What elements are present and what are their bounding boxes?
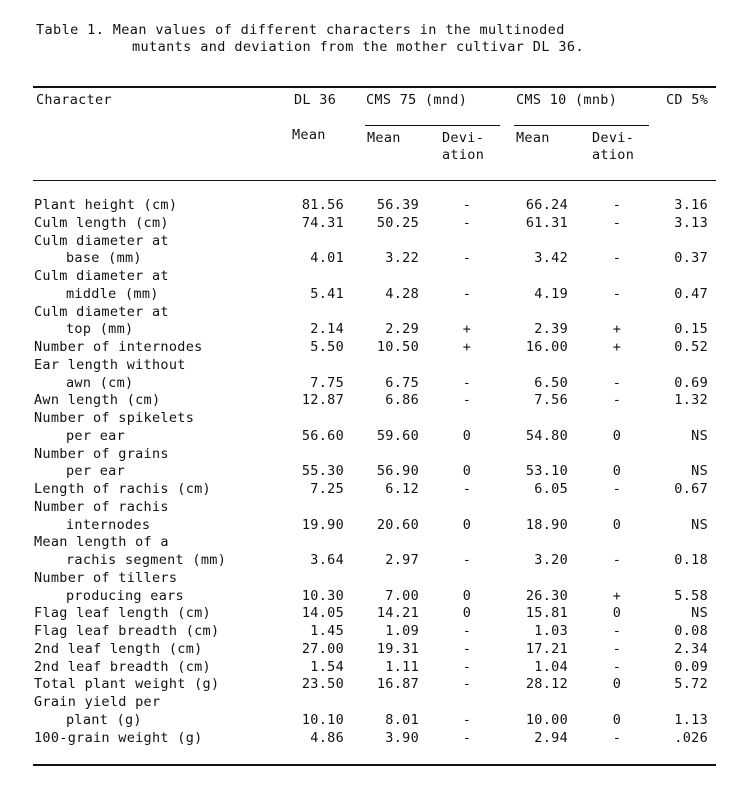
row-dl36-mean: 19.90 [301, 516, 344, 533]
row-dl36-mean: 55.30 [301, 463, 344, 480]
row-dl36-mean: 3.64 [310, 552, 344, 568]
row-cms75-deviation: + [462, 339, 472, 355]
row-cms10-mean: 1.04 [534, 658, 568, 675]
row-cms75-mean: 3.90 [385, 729, 419, 746]
row-cms10-mean: 10.00 [525, 711, 568, 728]
row-dl36-mean: 12.87 [301, 392, 344, 409]
row-cms75-mean: 2.29 [385, 321, 419, 338]
row-cms10-mean: 4.19 [534, 285, 568, 302]
header-dl36: DL 36 [294, 92, 337, 108]
row-character: producing ears [66, 587, 184, 604]
row-character: Plant height (cm) [34, 197, 178, 213]
row-character: Grain yield per [34, 694, 161, 710]
row-cms75-deviation: - [462, 729, 472, 746]
row-character: top (mm) [66, 321, 134, 338]
row-cms10-deviation: 0 [612, 676, 622, 693]
row-cms75-deviation: - [462, 658, 472, 675]
caption-line-1: Table 1. Mean values of different characters in the multinoded [36, 22, 565, 38]
table-row [0, 392, 750, 410]
table-row [0, 375, 750, 393]
row-cms75-mean: 1.09 [385, 623, 419, 639]
row-cms75-deviation: - [462, 214, 472, 231]
row-cms75-deviation: - [462, 623, 472, 639]
row-cms75-mean: 59.60 [376, 427, 419, 444]
row-cms75-mean: 8.01 [385, 711, 419, 728]
row-cms75-deviation: - [462, 552, 472, 568]
table-row [0, 499, 750, 517]
row-cms75-deviation: 0 [462, 427, 472, 444]
row-dl36-mean: 7.25 [310, 481, 344, 497]
row-cms10-mean: 2.94 [534, 729, 568, 746]
row-cms10-mean: 7.56 [534, 392, 568, 409]
row-cms10-mean: 18.90 [525, 516, 568, 533]
row-dl36-mean: 4.01 [310, 250, 344, 267]
table-row [0, 286, 750, 304]
row-dl36-mean: 81.56 [301, 197, 344, 213]
row-cms75-deviation: 0 [462, 605, 472, 622]
row-character: 2nd leaf breadth (cm) [34, 658, 211, 675]
row-cms75-mean: 50.25 [376, 214, 419, 231]
row-cms75-mean: 2.97 [385, 552, 419, 568]
row-cms10-mean: 28.12 [525, 676, 568, 693]
row-cms10-mean: 53.10 [525, 463, 568, 480]
header-cms10-mean: Mean [516, 130, 550, 146]
row-cms10-mean: 16.00 [525, 339, 568, 355]
row-cms10-deviation: - [612, 250, 622, 267]
row-cms10-deviation: - [612, 729, 622, 746]
row-cd5: 5.58 [674, 587, 708, 604]
row-cd5: 0.37 [674, 250, 708, 267]
table-row [0, 215, 750, 233]
row-character: Culm length (cm) [34, 214, 169, 231]
row-cms75-deviation: - [462, 197, 472, 213]
row-cms10-mean: 66.24 [525, 197, 568, 213]
row-cms10-deviation: - [612, 392, 622, 409]
header-cd5: CD 5% [666, 92, 709, 108]
row-cd5: 5.72 [674, 676, 708, 693]
row-cd5: 1.13 [674, 711, 708, 728]
table-row [0, 197, 750, 215]
row-cms10-mean: 6.50 [534, 374, 568, 391]
row-character: Number of tillers [34, 569, 178, 586]
row-character: per ear [66, 427, 125, 444]
row-dl36-mean: 1.54 [310, 658, 344, 675]
row-dl36-mean: 5.41 [310, 285, 344, 302]
row-dl36-mean: 74.31 [301, 214, 344, 231]
table-row [0, 552, 750, 570]
row-cd5: NS [691, 463, 708, 480]
row-cms10-deviation: + [612, 339, 622, 355]
row-cd5: 0.18 [674, 552, 708, 568]
row-character: Mean length of a [34, 534, 169, 551]
row-cms10-mean: 54.80 [525, 427, 568, 444]
row-cms75-deviation: - [462, 392, 472, 409]
row-character: Number of spikelets [34, 410, 195, 426]
table-row [0, 250, 750, 268]
row-cd5: 1.32 [674, 392, 708, 409]
row-cd5: 0.67 [674, 481, 708, 497]
row-cd5: 0.09 [674, 658, 708, 675]
row-dl36-mean: 27.00 [301, 640, 344, 657]
table-row [0, 570, 750, 588]
row-cd5: NS [691, 427, 708, 444]
row-cms10-deviation: - [612, 285, 622, 302]
row-character: Total plant weight (g) [34, 676, 220, 693]
row-cms10-deviation: - [612, 640, 622, 657]
row-cd5: 0.52 [674, 339, 708, 355]
row-character: Flag leaf breadth (cm) [34, 623, 220, 639]
table-row [0, 339, 750, 357]
table-row [0, 481, 750, 499]
row-character: plant (g) [66, 711, 142, 728]
row-cms75-deviation: 0 [462, 516, 472, 533]
cms75-subheader-rule [365, 125, 500, 126]
row-cms75-deviation: - [462, 250, 472, 267]
row-dl36-mean: 56.60 [301, 427, 344, 444]
row-cms10-mean: 61.31 [525, 214, 568, 231]
row-dl36-mean: 1.45 [310, 623, 344, 639]
row-cms10-deviation: - [612, 658, 622, 675]
row-cms75-deviation: - [462, 481, 472, 497]
row-cd5: 0.15 [674, 321, 708, 338]
row-character: Awn length (cm) [34, 392, 161, 409]
row-cms75-deviation: + [462, 321, 472, 338]
row-cms75-mean: 20.60 [376, 516, 419, 533]
header-cms75: CMS 75 (mnd) [366, 92, 468, 108]
header-cms10: CMS 10 (mnb) [516, 92, 618, 108]
row-cms10-deviation: 0 [612, 516, 622, 533]
row-cms10-deviation: 0 [612, 605, 622, 622]
table-row [0, 304, 750, 322]
cms10-subheader-rule [514, 125, 649, 126]
row-cms75-deviation: - [462, 640, 472, 657]
row-cms10-deviation: + [612, 321, 622, 338]
row-cms75-deviation: - [462, 676, 472, 693]
table-row [0, 730, 750, 748]
header-cms75-deviation-2: ation [442, 147, 485, 163]
row-character: 2nd leaf length (cm) [34, 640, 203, 657]
row-cms75-mean: 14.21 [376, 605, 419, 622]
header-cms75-deviation-1: Devi- [442, 130, 485, 146]
table-caption [36, 22, 584, 56]
row-cd5: NS [691, 516, 708, 533]
row-cms75-mean: 1.11 [385, 658, 419, 675]
table-row [0, 534, 750, 552]
row-cms10-deviation: - [612, 374, 622, 391]
row-dl36-mean: 2.14 [310, 321, 344, 338]
table-row [0, 712, 750, 730]
table-row [0, 605, 750, 623]
row-cms10-mean: 2.39 [534, 321, 568, 338]
row-cd5: NS [691, 605, 708, 622]
header-dl36-mean: Mean [292, 127, 326, 143]
row-character: middle (mm) [66, 285, 159, 302]
row-cms10-deviation: - [612, 214, 622, 231]
table-row [0, 410, 750, 428]
row-cms75-mean: 16.87 [376, 676, 419, 693]
row-character: base (mm) [66, 250, 142, 267]
table-row [0, 357, 750, 375]
row-cms75-mean: 56.39 [376, 197, 419, 213]
row-cms10-mean: 1.03 [534, 623, 568, 639]
row-character: 100-grain weight (g) [34, 729, 203, 746]
row-character: rachis segment (mm) [66, 552, 227, 568]
row-cms75-mean: 6.86 [385, 392, 419, 409]
row-cd5: 0.47 [674, 285, 708, 302]
row-cd5: 0.69 [674, 374, 708, 391]
table-row [0, 268, 750, 286]
row-character: Flag leaf length (cm) [34, 605, 211, 622]
row-character: Ear length without [34, 356, 186, 373]
table-row [0, 659, 750, 677]
table-row [0, 233, 750, 251]
row-cms75-mean: 4.28 [385, 285, 419, 302]
row-cms75-deviation: - [462, 374, 472, 391]
row-cms75-mean: 56.90 [376, 463, 419, 480]
row-cd5: 3.16 [674, 197, 708, 213]
header-cms10-deviation-1: Devi- [592, 130, 635, 146]
row-dl36-mean: 10.10 [301, 711, 344, 728]
row-character: Length of rachis (cm) [34, 481, 211, 497]
table-row [0, 428, 750, 446]
row-dl36-mean: 7.75 [310, 374, 344, 391]
row-cd5: 3.13 [674, 214, 708, 231]
row-cms75-mean: 6.12 [385, 481, 419, 497]
row-cms10-mean: 17.21 [525, 640, 568, 657]
row-cms75-mean: 10.50 [376, 339, 419, 355]
table-row [0, 623, 750, 641]
row-cms75-mean: 6.75 [385, 374, 419, 391]
row-character: per ear [66, 463, 125, 480]
row-cms75-deviation: - [462, 711, 472, 728]
row-character: internodes [66, 516, 151, 533]
row-dl36-mean: 10.30 [301, 587, 344, 604]
row-cms10-mean: 6.05 [534, 481, 568, 497]
table-bottom-rule [33, 764, 716, 766]
row-dl36-mean: 23.50 [301, 676, 344, 693]
header-character: Character [36, 92, 112, 108]
header-cms10-deviation-2: ation [592, 147, 635, 163]
row-character: Culm diameter at [34, 303, 169, 320]
row-cd5: .026 [674, 729, 708, 746]
row-cms10-deviation: 0 [612, 711, 622, 728]
row-cms10-deviation: 0 [612, 427, 622, 444]
row-cms75-deviation: 0 [462, 463, 472, 480]
row-dl36-mean: 14.05 [301, 605, 344, 622]
caption-line-2: mutants and deviation from the mother cultivar DL 36. [132, 39, 584, 55]
table-row [0, 446, 750, 464]
row-cms75-mean: 3.22 [385, 250, 419, 267]
table-top-rule [33, 86, 716, 88]
row-character: awn (cm) [66, 374, 134, 391]
row-cms75-mean: 19.31 [376, 640, 419, 657]
row-cms10-mean: 3.42 [534, 250, 568, 267]
row-character: Culm diameter at [34, 268, 169, 284]
row-cms10-mean: 15.81 [525, 605, 568, 622]
table-row [0, 694, 750, 712]
row-cms10-deviation: - [612, 623, 622, 639]
table-row [0, 676, 750, 694]
row-cms10-mean: 3.20 [534, 552, 568, 568]
row-cd5: 0.08 [674, 623, 708, 639]
row-cms75-deviation: 0 [462, 587, 472, 604]
row-character: Number of grains [34, 445, 169, 462]
row-cd5: 2.34 [674, 640, 708, 657]
header-cms75-mean: Mean [367, 130, 401, 146]
row-cms10-deviation: - [612, 197, 622, 213]
row-cms10-deviation: - [612, 481, 622, 497]
table-row [0, 463, 750, 481]
row-character: Number of rachis [34, 498, 169, 515]
row-cms10-mean: 26.30 [525, 587, 568, 604]
row-cms10-deviation: 0 [612, 463, 622, 480]
row-dl36-mean: 4.86 [310, 729, 344, 746]
row-character: Culm diameter at [34, 232, 169, 249]
table-row [0, 321, 750, 339]
row-cms10-deviation: + [612, 587, 622, 604]
row-dl36-mean: 5.50 [310, 339, 344, 355]
row-cms75-mean: 7.00 [385, 587, 419, 604]
header-bottom-rule [33, 180, 716, 181]
table-row [0, 517, 750, 535]
row-character: Number of internodes [34, 339, 203, 355]
table-row [0, 641, 750, 659]
row-cms10-deviation: - [612, 552, 622, 568]
row-cms75-deviation: - [462, 285, 472, 302]
table-row [0, 588, 750, 606]
